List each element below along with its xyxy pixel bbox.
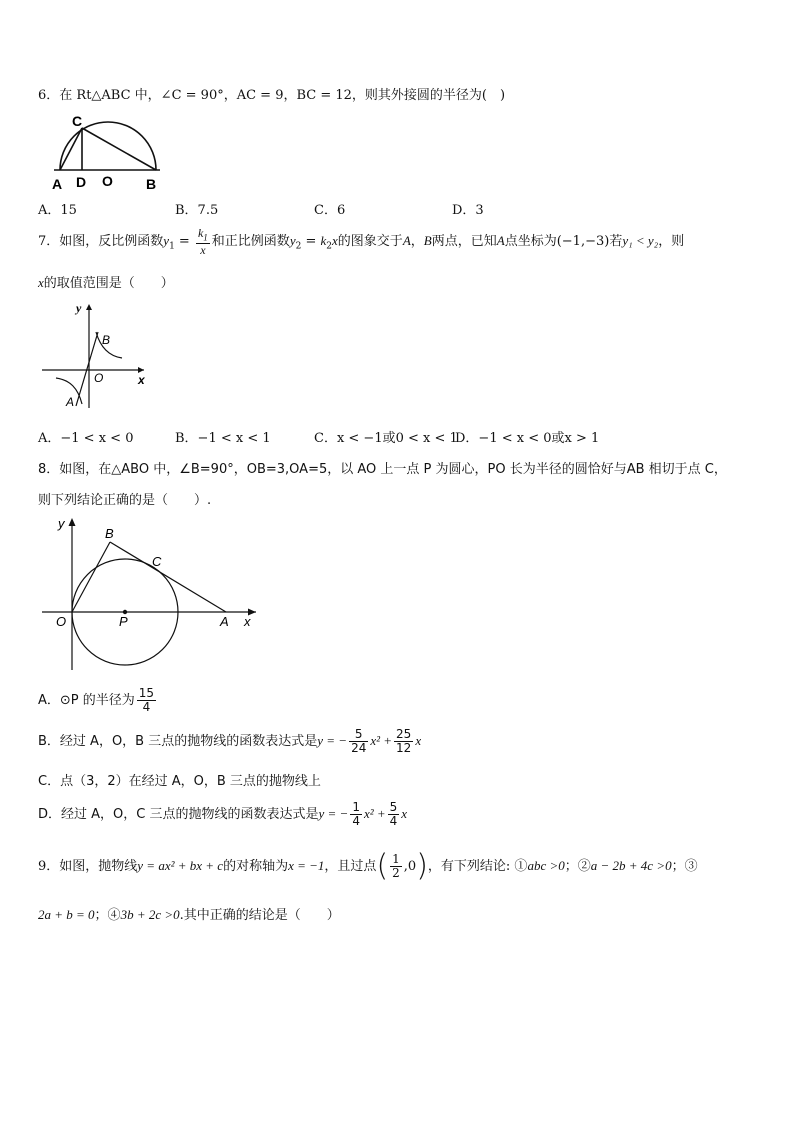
q7-text-3: 的图象交于 [337,234,403,249]
q9-conclusion-1: abc >0 [527,858,565,873]
q7-y1-sub: 1 [169,241,175,252]
q9-equation: y = ax² + bx + c [137,858,224,873]
q7-text-6: 若 [609,234,623,249]
q6-label-o: O [102,173,113,189]
q7-fig-a: A [66,395,75,409]
q7-stem-line1: 7．如图，反比例函数$y_1$ = $\frac{k_1}{x}$ 和正比例函数$y_2 = k_2x$的图象交于A，B两点，已知A点坐标为(−1,−3)若y₁ < y₂，则 [38,225,685,257]
q6-option-b: B．7.5 [175,203,219,218]
q7-option-b: B．−1 < x < 1 [175,431,271,446]
q8-option-a: A．⊙P 的半径为 $\frac{15}{4}$ [38,686,155,714]
q8-optd-frac2: $\frac{5}{4}$ [389,800,398,828]
q7-fig-x: x [138,373,145,387]
q8-fig-p: P [119,614,128,629]
q7-point-a: A [402,233,411,248]
q8-stem-line2: 则下列结论正确的是（ ）. [38,493,212,508]
q7-figure [38,298,156,412]
q7-stem-line2 [38,272,174,291]
q7-line2-x: x [38,275,44,290]
q8-fig-o: O [56,614,67,629]
q7-eq2: = [301,234,321,249]
q7-frac-den: x [200,242,206,257]
q7-k2-x: x [332,233,338,248]
q8-fig-x: x [244,614,251,629]
q8-option-d: D．经过 A，O，C 三点的抛物线的函数表达式是y = − $\frac{1}{4}$ x² + $\frac{5}{4}$ x [38,800,408,828]
q6-stem: 6．在 Rt△ABC 中，∠C = 90°，AC = 9，BC = 12，则其外接圆的半径为( ) [38,88,506,103]
q8-option-c: C．点（3，2）在经过 A，O，B 三点的抛物线上 [38,774,321,789]
q7-fraction [196,227,210,256]
q8-fig-y: y [58,516,65,531]
q8-optb-frac2: $\frac{25}{12}$ [396,727,412,755]
q7-coord: (−1,−3) [556,234,610,249]
q7-point-a2: A [496,233,505,248]
q7-fig-o: O [94,371,104,385]
q9-stem-line1: 9．如图，抛物线y = ax² + bx + c的对称轴为x = −1，且过点( $\frac{1}{2}$ ,0)，有下列结论: ①abc >0；②a − 2b + 4c >0；③ [38,848,698,884]
q7-line2-rest: 的取值范围是（ ） [43,276,174,291]
q8-opta-frac: $\frac{15}{4}$ [138,686,155,714]
q8-fig-b: B [105,526,114,541]
q6-label-a: A [52,176,63,192]
q7-point-b: B [423,233,432,248]
q8-figure [38,512,262,672]
q7-option-a: A．−1 < x < 0 [38,431,134,446]
q6-option-d: D．3 [452,203,484,218]
q9-conclusion-2: a − 2b + 4c >0 [590,858,672,873]
q7-text-5: 点坐标为 [504,234,557,249]
q7-k2-sub: 2 [326,241,333,252]
q6-figure [48,110,168,192]
q7-eq: = [174,234,194,249]
q7-option-c: C．x < −1或0 < x < 1 [314,431,458,446]
q7-frac-num: $k_1$ [197,225,208,243]
q7-text-1: 7．如图，反比例函数 [38,234,164,249]
q9-axis: x = −1 [288,858,325,873]
q7-y2: y [289,233,296,248]
q8-optd-frac1: $\frac{1}{4}$ [352,800,360,828]
q7-text-4: 两点，已知 [431,234,497,249]
q6-option-a: A．15 [38,203,77,218]
q8-fig-a: A [220,614,229,629]
q9-conclusion-4: 3b + 2c >0 [120,907,180,922]
q7-y2-sub: 2 [295,241,302,252]
q8-fig-c: C [152,554,162,569]
q8-option-b: B．经过 A，O，B 三点的抛物线的函数表达式是y = − $\frac{5}{24}$ x² + $\frac{25}{12}$ x [38,727,422,755]
q6-label-c: C [72,113,83,129]
q9-point-frac: $\frac{1}{2}$ [392,852,400,880]
q7-k2: k [320,233,327,248]
q6-label-d: D [76,174,87,190]
q9-stem-line2: 2a + b = 0；④3b + 2c >0.其中正确的结论是（ ） [38,907,340,923]
q7-y1: y [163,233,170,248]
q6-option-c: C．6 [314,203,346,218]
q7-option-d: D．−1 < x < 0或x > 1 [455,431,600,446]
q9-conclusion-3: 2a + b = 0 [38,907,95,922]
q7-text-2: 和正比例函数 [211,234,290,249]
q8-optb-frac1: $\frac{5}{24}$ [351,727,367,755]
q7-text-7: ，则 [658,234,685,249]
q7-ineq: y₁ < y₂ [622,233,659,248]
q7-fig-b: B [102,333,111,347]
q6-label-b: B [146,176,157,192]
q7-fig-y: y [76,301,82,315]
q8-stem-line1: 8．如图，在△ABO 中，∠B=90°，OB=3,OA=5，以 AO 上一点 P 为圆心，PO 长为半径的圆恰好与AB 相切于点 C， [38,462,727,477]
